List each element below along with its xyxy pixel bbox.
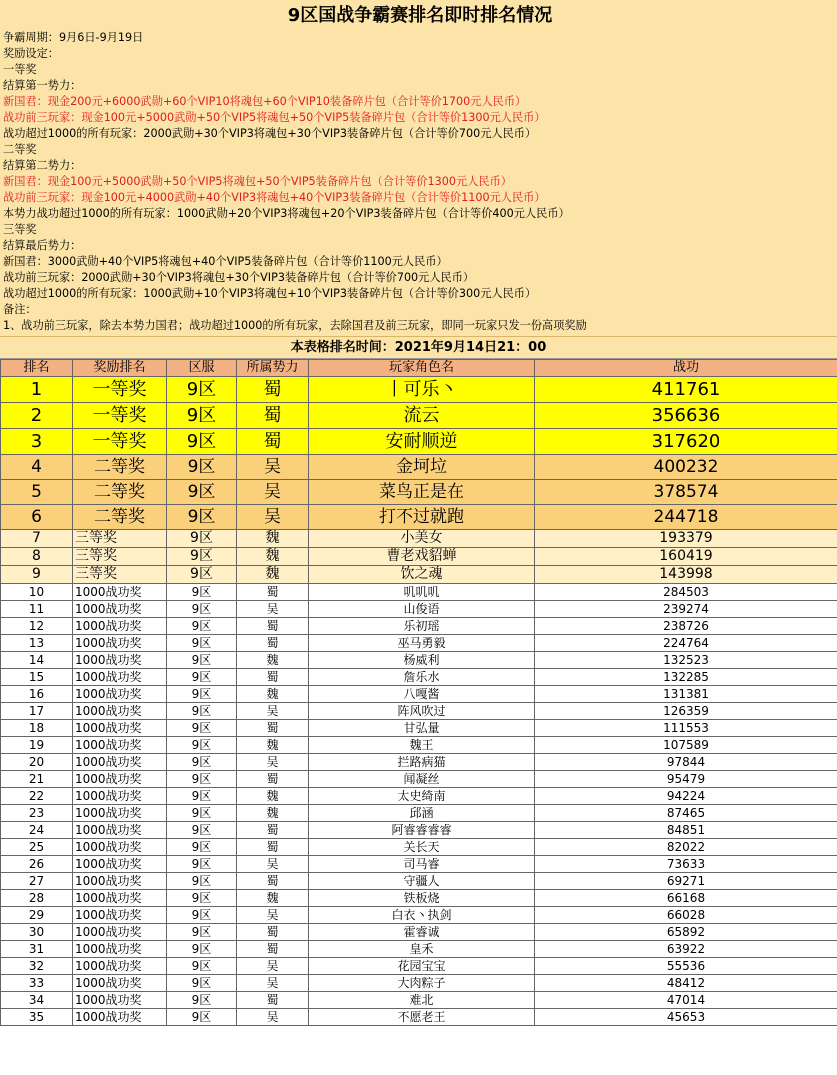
cell-faction[interactable]: 魏 xyxy=(237,652,309,669)
table-row xyxy=(1,548,837,566)
table-row xyxy=(1,788,837,805)
cell-rank[interactable]: 20 xyxy=(1,754,73,771)
reward-info-line: 奖励设定： xyxy=(3,47,59,60)
cell-player-name[interactable]: 闻凝丝 xyxy=(309,771,535,788)
cell-reward[interactable]: 一等奖 xyxy=(73,429,167,455)
cell-rank[interactable]: 17 xyxy=(1,703,73,720)
cell-server[interactable]: 9区 xyxy=(167,601,237,618)
cell-reward[interactable]: 1000战功奖 xyxy=(73,839,167,856)
table-row xyxy=(1,403,837,429)
cell-rank[interactable]: 35 xyxy=(1,1009,73,1026)
cell-merit[interactable]: 48412 xyxy=(535,975,837,992)
table-row xyxy=(1,856,837,873)
cell-player-name[interactable]: 流云 xyxy=(309,403,535,429)
cell-faction[interactable]: 吴 xyxy=(237,975,309,992)
cell-player-name[interactable]: 阿睿睿睿睿 xyxy=(309,822,535,839)
cell-server[interactable]: 9区 xyxy=(167,505,237,530)
cell-server[interactable]: 9区 xyxy=(167,907,237,924)
cell-faction[interactable]: 魏 xyxy=(237,890,309,907)
table-row xyxy=(1,703,837,720)
cell-rank[interactable]: 21 xyxy=(1,771,73,788)
cell-rank[interactable]: 14 xyxy=(1,652,73,669)
cell-merit[interactable]: 82022 xyxy=(535,839,837,856)
table-row xyxy=(1,771,837,788)
cell-player-name[interactable]: 难北 xyxy=(309,992,535,1009)
cell-reward[interactable]: 1000战功奖 xyxy=(73,822,167,839)
cell-server[interactable]: 9区 xyxy=(167,873,237,890)
cell-merit[interactable]: 317620 xyxy=(535,429,837,455)
cell-reward[interactable]: 三等奖 xyxy=(73,548,167,566)
cell-player-name[interactable]: 司马睿 xyxy=(309,856,535,873)
cell-reward[interactable]: 1000战功奖 xyxy=(73,771,167,788)
cell-merit[interactable]: 47014 xyxy=(535,992,837,1009)
cell-faction[interactable]: 蜀 xyxy=(237,720,309,737)
cell-faction[interactable]: 蜀 xyxy=(237,839,309,856)
page-title: 9区国战争霸赛排名即时排名情况 xyxy=(287,5,553,26)
cell-rank[interactable]: 9 xyxy=(1,566,73,584)
cell-player-name[interactable]: 丨可乐丶 xyxy=(309,377,535,403)
cell-faction[interactable]: 蜀 xyxy=(237,635,309,652)
cell-reward[interactable]: 三等奖 xyxy=(73,530,167,548)
cell-player-name[interactable]: 拦路病猫 xyxy=(309,754,535,771)
cell-player-name[interactable]: 不愿老王 xyxy=(309,1009,535,1026)
cell-rank[interactable]: 5 xyxy=(1,480,73,505)
cell-merit[interactable]: 73633 xyxy=(535,856,837,873)
cell-faction[interactable]: 吴 xyxy=(237,455,309,480)
cell-rank[interactable]: 3 xyxy=(1,429,73,455)
cell-server[interactable]: 9区 xyxy=(167,480,237,505)
cell-merit[interactable]: 132285 xyxy=(535,669,837,686)
cell-faction[interactable]: 蜀 xyxy=(237,403,309,429)
cell-player-name[interactable]: 八嘎酱 xyxy=(309,686,535,703)
cell-faction[interactable]: 吴 xyxy=(237,754,309,771)
reward-info-panel xyxy=(0,0,837,337)
table-row xyxy=(1,377,837,403)
cell-faction[interactable]: 吴 xyxy=(237,907,309,924)
cell-player-name[interactable]: 花园宝宝 xyxy=(309,958,535,975)
cell-rank[interactable]: 12 xyxy=(1,618,73,635)
cell-server[interactable]: 9区 xyxy=(167,975,237,992)
cell-merit[interactable]: 284503 xyxy=(535,584,837,601)
cell-faction[interactable]: 蜀 xyxy=(237,584,309,601)
cell-player-name[interactable]: 阵风吹过 xyxy=(309,703,535,720)
cell-reward[interactable]: 1000战功奖 xyxy=(73,856,167,873)
cell-faction[interactable]: 蜀 xyxy=(237,669,309,686)
cell-faction[interactable]: 魏 xyxy=(237,566,309,584)
cell-rank[interactable]: 15 xyxy=(1,669,73,686)
reward-info-line: 二等奖 xyxy=(3,143,37,156)
table-row xyxy=(1,429,837,455)
cell-server[interactable]: 9区 xyxy=(167,377,237,403)
ranking-table xyxy=(0,359,837,1026)
cell-player-name[interactable]: 菜鸟正是在 xyxy=(309,480,535,505)
cell-merit[interactable]: 97844 xyxy=(535,754,837,771)
cell-faction[interactable]: 蜀 xyxy=(237,924,309,941)
reward-rules xyxy=(3,30,837,334)
cell-rank[interactable]: 13 xyxy=(1,635,73,652)
table-row xyxy=(1,958,837,975)
table-row xyxy=(1,754,837,771)
cell-reward[interactable]: 1000战功奖 xyxy=(73,686,167,703)
cell-reward[interactable]: 二等奖 xyxy=(73,505,167,530)
cell-rank[interactable]: 26 xyxy=(1,856,73,873)
table-row xyxy=(1,480,837,505)
cell-rank[interactable]: 32 xyxy=(1,958,73,975)
table-row xyxy=(1,669,837,686)
cell-player-name[interactable]: 小美女 xyxy=(309,530,535,548)
cell-reward[interactable]: 1000战功奖 xyxy=(73,924,167,941)
cell-rank[interactable]: 34 xyxy=(1,992,73,1009)
table-row xyxy=(1,601,837,618)
cell-merit[interactable]: 411761 xyxy=(535,377,837,403)
cell-merit[interactable]: 95479 xyxy=(535,771,837,788)
cell-faction[interactable]: 蜀 xyxy=(237,941,309,958)
table-header-row xyxy=(1,360,837,377)
table-row xyxy=(1,975,837,992)
cell-merit[interactable]: 143998 xyxy=(535,566,837,584)
cell-rank[interactable]: 22 xyxy=(1,788,73,805)
table-row xyxy=(1,907,837,924)
table-row xyxy=(1,1009,837,1026)
cell-server[interactable]: 9区 xyxy=(167,635,237,652)
reward-info-line: 战功超过1000的所有玩家：2000武勋+30个VIP3将魂包+30个VIP3装备碎片包（合计等价700元人民币） xyxy=(3,127,537,140)
cell-reward[interactable]: 1000战功奖 xyxy=(73,720,167,737)
table-row xyxy=(1,924,837,941)
cell-faction[interactable]: 蜀 xyxy=(237,429,309,455)
cell-server[interactable]: 9区 xyxy=(167,839,237,856)
cell-reward[interactable]: 1000战功奖 xyxy=(73,907,167,924)
table-row xyxy=(1,455,837,480)
cell-rank[interactable]: 18 xyxy=(1,720,73,737)
header-merit[interactable]: 战功 xyxy=(535,360,837,377)
cell-faction[interactable]: 蜀 xyxy=(237,873,309,890)
cell-merit[interactable]: 160419 xyxy=(535,548,837,566)
table-row xyxy=(1,992,837,1009)
cell-faction[interactable]: 魏 xyxy=(237,686,309,703)
table-row xyxy=(1,941,837,958)
cell-rank[interactable]: 16 xyxy=(1,686,73,703)
cell-merit[interactable]: 224764 xyxy=(535,635,837,652)
table-row xyxy=(1,805,837,822)
cell-rank[interactable]: 23 xyxy=(1,805,73,822)
cell-merit[interactable]: 63922 xyxy=(535,941,837,958)
cell-reward[interactable]: 二等奖 xyxy=(73,480,167,505)
reward-info-line: 战功前三玩家：2000武勋+30个VIP3将魂包+30个VIP3装备碎片包（合计等价700元人民币） xyxy=(3,271,475,284)
cell-rank[interactable]: 2 xyxy=(1,403,73,429)
cell-server[interactable]: 9区 xyxy=(167,652,237,669)
cell-faction[interactable]: 吴 xyxy=(237,601,309,618)
ranking-rows xyxy=(1,377,837,1026)
cell-reward[interactable]: 1000战功奖 xyxy=(73,754,167,771)
header-server[interactable]: 区服 xyxy=(167,360,237,377)
reward-info-line: 新国君：现金100元+5000武勋+50个VIP5将魂包+50个VIP5装备碎片包（合计等价1300元人民币） xyxy=(3,175,512,188)
cell-faction[interactable]: 蜀 xyxy=(237,822,309,839)
header-faction[interactable]: 所属势力 xyxy=(237,360,309,377)
cell-player-name[interactable]: 皇禾 xyxy=(309,941,535,958)
cell-reward[interactable]: 1000战功奖 xyxy=(73,618,167,635)
cell-server[interactable]: 9区 xyxy=(167,992,237,1009)
cell-rank[interactable]: 28 xyxy=(1,890,73,907)
cell-player-name[interactable]: 金坷垃 xyxy=(309,455,535,480)
cell-rank[interactable]: 29 xyxy=(1,907,73,924)
cell-faction[interactable]: 吴 xyxy=(237,703,309,720)
cell-server[interactable]: 9区 xyxy=(167,958,237,975)
cell-merit[interactable]: 69271 xyxy=(535,873,837,890)
cell-player-name[interactable]: 邱涵 xyxy=(309,805,535,822)
cell-merit[interactable]: 55536 xyxy=(535,958,837,975)
cell-player-name[interactable]: 打不过就跑 xyxy=(309,505,535,530)
cell-merit[interactable]: 400232 xyxy=(535,455,837,480)
table-row xyxy=(1,686,837,703)
reward-info-line: 战功前三玩家：现金100元+5000武勋+50个VIP5将魂包+50个VIP5装备碎片包（合计等价1300元人民币） xyxy=(3,111,546,124)
cell-player-name[interactable]: 饮之魂 xyxy=(309,566,535,584)
cell-rank[interactable]: 7 xyxy=(1,530,73,548)
cell-player-name[interactable]: 曹老戏貂蝉 xyxy=(309,548,535,566)
cell-server[interactable]: 9区 xyxy=(167,822,237,839)
cell-reward[interactable]: 一等奖 xyxy=(73,377,167,403)
cell-server[interactable]: 9区 xyxy=(167,805,237,822)
cell-reward[interactable]: 1000战功奖 xyxy=(73,788,167,805)
cell-faction[interactable]: 蜀 xyxy=(237,377,309,403)
cell-merit[interactable]: 65892 xyxy=(535,924,837,941)
cell-rank[interactable]: 10 xyxy=(1,584,73,601)
cell-server[interactable]: 9区 xyxy=(167,1009,237,1026)
table-row xyxy=(1,890,837,907)
cell-rank[interactable]: 24 xyxy=(1,822,73,839)
cell-reward[interactable]: 1000战功奖 xyxy=(73,669,167,686)
cell-player-name[interactable]: 霍睿诚 xyxy=(309,924,535,941)
cell-server[interactable]: 9区 xyxy=(167,941,237,958)
cell-player-name[interactable]: 巫马勇毅 xyxy=(309,635,535,652)
table-row xyxy=(1,822,837,839)
cell-merit[interactable]: 131381 xyxy=(535,686,837,703)
cell-server[interactable]: 9区 xyxy=(167,618,237,635)
table-row xyxy=(1,530,837,548)
cell-player-name[interactable]: 甘弘量 xyxy=(309,720,535,737)
cell-faction[interactable]: 蜀 xyxy=(237,618,309,635)
cell-server[interactable]: 9区 xyxy=(167,720,237,737)
cell-faction[interactable]: 魏 xyxy=(237,530,309,548)
cell-server[interactable]: 9区 xyxy=(167,754,237,771)
cell-server[interactable]: 9区 xyxy=(167,703,237,720)
cell-faction[interactable]: 魏 xyxy=(237,805,309,822)
cell-reward[interactable]: 三等奖 xyxy=(73,566,167,584)
cell-player-name[interactable]: 太史绮南 xyxy=(309,788,535,805)
reward-info-line: 1、战功前三玩家，除去本势力国君；战功超过1000的所有玩家，去除国君及前三玩家，即同一玩家只发一份高项奖励 xyxy=(3,319,587,332)
cell-merit[interactable]: 132523 xyxy=(535,652,837,669)
cell-reward[interactable]: 1000战功奖 xyxy=(73,992,167,1009)
cell-faction[interactable]: 蜀 xyxy=(237,992,309,1009)
cell-merit[interactable]: 94224 xyxy=(535,788,837,805)
cell-faction[interactable]: 魏 xyxy=(237,737,309,754)
cell-server[interactable]: 9区 xyxy=(167,771,237,788)
cell-server[interactable]: 9区 xyxy=(167,429,237,455)
cell-merit[interactable]: 193379 xyxy=(535,530,837,548)
cell-merit[interactable]: 356636 xyxy=(535,403,837,429)
cell-player-name[interactable]: 詹乐水 xyxy=(309,669,535,686)
cell-server[interactable]: 9区 xyxy=(167,686,237,703)
cell-rank[interactable]: 11 xyxy=(1,601,73,618)
reward-info-line: 三等奖 xyxy=(3,223,37,236)
cell-player-name[interactable]: 守疆人 xyxy=(309,873,535,890)
cell-server[interactable]: 9区 xyxy=(167,890,237,907)
reward-info-line: 新国君：3000武勋+40个VIP5将魂包+40个VIP5装备碎片包（合计等价1100元人民币） xyxy=(3,255,448,268)
cell-merit[interactable]: 66028 xyxy=(535,907,837,924)
cell-reward[interactable]: 一等奖 xyxy=(73,403,167,429)
cell-player-name[interactable]: 山俊语 xyxy=(309,601,535,618)
cell-player-name[interactable]: 乐初瑶 xyxy=(309,618,535,635)
cell-server[interactable]: 9区 xyxy=(167,669,237,686)
cell-reward[interactable]: 1000战功奖 xyxy=(73,975,167,992)
cell-server[interactable]: 9区 xyxy=(167,788,237,805)
header-rank[interactable]: 排名 xyxy=(1,360,73,377)
cell-reward[interactable]: 1000战功奖 xyxy=(73,601,167,618)
cell-reward[interactable]: 1000战功奖 xyxy=(73,652,167,669)
cell-merit[interactable]: 244718 xyxy=(535,505,837,530)
cell-merit[interactable]: 84851 xyxy=(535,822,837,839)
table-row xyxy=(1,635,837,652)
table-row xyxy=(1,873,837,890)
cell-reward[interactable]: 1000战功奖 xyxy=(73,1009,167,1026)
reward-info-line: 一等奖 xyxy=(3,63,37,76)
cell-server[interactable]: 9区 xyxy=(167,566,237,584)
table-row xyxy=(1,839,837,856)
ranking-time: 本表格排名时间：2021年9月14日21：00 xyxy=(0,337,837,359)
cell-reward[interactable]: 1000战功奖 xyxy=(73,958,167,975)
header-player-name[interactable]: 玩家角色名 xyxy=(309,360,535,377)
cell-reward[interactable]: 二等奖 xyxy=(73,455,167,480)
reward-info-line: 结算第二势力： xyxy=(3,159,82,172)
cell-faction[interactable]: 吴 xyxy=(237,856,309,873)
reward-info-line: 新国君：现金200元+6000武勋+60个VIP10将魂包+60个VIP10装备碎片包（合计等价1700元人民币） xyxy=(3,95,527,108)
table-row xyxy=(1,618,837,635)
header-reward[interactable]: 奖励排名 xyxy=(73,360,167,377)
cell-rank[interactable]: 27 xyxy=(1,873,73,890)
cell-player-name[interactable]: 大肉粽子 xyxy=(309,975,535,992)
cell-merit[interactable]: 239274 xyxy=(535,601,837,618)
cell-reward[interactable]: 1000战功奖 xyxy=(73,805,167,822)
cell-faction[interactable]: 吴 xyxy=(237,505,309,530)
cell-merit[interactable]: 126359 xyxy=(535,703,837,720)
cell-faction[interactable]: 魏 xyxy=(237,788,309,805)
cell-faction[interactable]: 蜀 xyxy=(237,771,309,788)
reward-info-line: 备注： xyxy=(3,303,37,316)
cell-reward[interactable]: 1000战功奖 xyxy=(73,584,167,601)
cell-merit[interactable]: 45653 xyxy=(535,1009,837,1026)
reward-info-line: 结算第一势力： xyxy=(3,79,82,92)
cell-merit[interactable]: 66168 xyxy=(535,890,837,907)
cell-merit[interactable]: 378574 xyxy=(535,480,837,505)
cell-rank[interactable]: 8 xyxy=(1,548,73,566)
cell-reward[interactable]: 1000战功奖 xyxy=(73,941,167,958)
cell-player-name[interactable]: 白衣丶执剑 xyxy=(309,907,535,924)
cell-rank[interactable]: 19 xyxy=(1,737,73,754)
cell-rank[interactable]: 4 xyxy=(1,455,73,480)
reward-info-line: 结算最后势力： xyxy=(3,239,82,252)
reward-info-line: 争霸周期：9月6日-9月19日 xyxy=(3,31,144,44)
reward-info-line: 战功前三玩家：现金100元+4000武勋+40个VIP3将魂包+40个VIP3装备碎片包（合计等价1100元人民币） xyxy=(3,191,546,204)
table-row xyxy=(1,505,837,530)
cell-server[interactable]: 9区 xyxy=(167,455,237,480)
cell-rank[interactable]: 33 xyxy=(1,975,73,992)
cell-rank[interactable]: 6 xyxy=(1,505,73,530)
cell-reward[interactable]: 1000战功奖 xyxy=(73,703,167,720)
cell-reward[interactable]: 1000战功奖 xyxy=(73,873,167,890)
cell-faction[interactable]: 吴 xyxy=(237,958,309,975)
cell-reward[interactable]: 1000战功奖 xyxy=(73,737,167,754)
table-row xyxy=(1,652,837,669)
cell-rank[interactable]: 31 xyxy=(1,941,73,958)
cell-reward[interactable]: 1000战功奖 xyxy=(73,890,167,907)
cell-player-name[interactable]: 安耐顺逆 xyxy=(309,429,535,455)
cell-server[interactable]: 9区 xyxy=(167,584,237,601)
cell-rank[interactable]: 30 xyxy=(1,924,73,941)
cell-server[interactable]: 9区 xyxy=(167,548,237,566)
table-row xyxy=(1,737,837,754)
cell-rank[interactable]: 1 xyxy=(1,377,73,403)
cell-rank[interactable]: 25 xyxy=(1,839,73,856)
cell-faction[interactable]: 吴 xyxy=(237,480,309,505)
cell-reward[interactable]: 1000战功奖 xyxy=(73,635,167,652)
cell-player-name[interactable]: 关长天 xyxy=(309,839,535,856)
reward-info-line: 本势力战功超过1000的所有玩家：1000武勋+20个VIP3将魂包+20个VIP3装备碎片包（合计等价400元人民币） xyxy=(3,207,570,220)
cell-player-name[interactable]: 叽叽叽 xyxy=(309,584,535,601)
cell-player-name[interactable]: 铁板烧 xyxy=(309,890,535,907)
table-row xyxy=(1,720,837,737)
cell-server[interactable]: 9区 xyxy=(167,403,237,429)
cell-player-name[interactable]: 魏王 xyxy=(309,737,535,754)
cell-server[interactable]: 9区 xyxy=(167,856,237,873)
cell-faction[interactable]: 吴 xyxy=(237,1009,309,1026)
reward-info-line: 战功超过1000的所有玩家：1000武勋+10个VIP3将魂包+10个VIP3装备碎片包（合计等价300元人民币） xyxy=(3,287,537,300)
cell-server[interactable]: 9区 xyxy=(167,924,237,941)
table-row xyxy=(1,584,837,601)
table-row xyxy=(1,566,837,584)
cell-player-name[interactable]: 杨威利 xyxy=(309,652,535,669)
cell-server[interactable]: 9区 xyxy=(167,737,237,754)
cell-merit[interactable]: 111553 xyxy=(535,720,837,737)
cell-faction[interactable]: 魏 xyxy=(237,548,309,566)
cell-merit[interactable]: 238726 xyxy=(535,618,837,635)
cell-server[interactable]: 9区 xyxy=(167,530,237,548)
cell-merit[interactable]: 87465 xyxy=(535,805,837,822)
cell-merit[interactable]: 107589 xyxy=(535,737,837,754)
